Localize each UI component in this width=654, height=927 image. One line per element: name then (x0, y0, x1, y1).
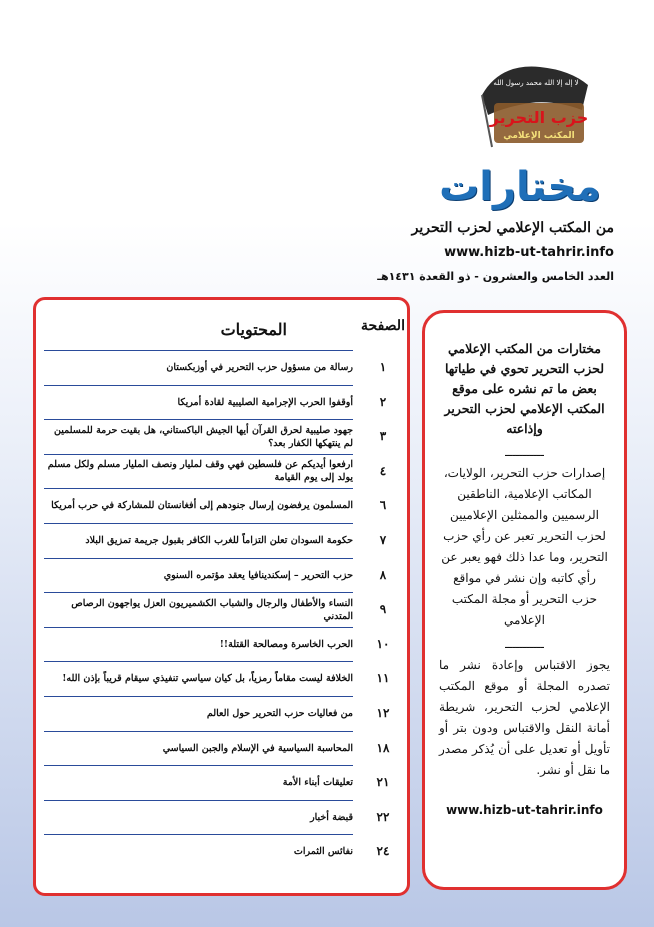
toc-row[interactable] (36, 765, 407, 799)
flag-text: لا إله إلا الله محمد رسول الله (493, 79, 579, 87)
quote-policy-text: يجوز الاقتباس وإعادة نشر ما تصدره المجلة أو موقع المكتب الإعلامي لحزب التحرير، شريطة أمانة النقل والاقتباس ودون بتر أو تأويل أو تعديل على أن يُذكر مصدر ما نقل أو نشر. (439, 658, 610, 777)
separator: ـــــــــــ (505, 445, 544, 459)
toc-item-title: حكومة السودان تعلن التزاماً للغرب الكافر بقبول جريمة تمزيق البلاد (44, 523, 353, 557)
issue-info: العدد الخامس والعشرون - ذو القعدة ١٤٣١هـ (377, 270, 614, 283)
toc-row[interactable] (36, 523, 407, 557)
footer-url[interactable]: www.hizb-ut-tahrir.info (446, 803, 603, 817)
toc-row[interactable] (36, 454, 407, 488)
toc-item-page: ٨ (379, 567, 387, 582)
contents-header (36, 308, 407, 348)
toc-item-page: ١٢ (376, 706, 390, 720)
toc-row[interactable] (36, 385, 407, 419)
toc-item-page: ٢ (379, 394, 387, 409)
toc-item-title: ارفعوا أيديكم عن فلسطين فهي وقف لمليار ونصف المليار مسلم ولكل مسلم يولد إلى يوم القيامة (44, 454, 353, 488)
toc-item-title: تعليقات أبناء الأمة (44, 765, 353, 799)
toc-row[interactable] (36, 488, 407, 522)
intro-text: مختارات من المكتب الإعلامي لحزب التحرير تحوي في طياتها بعض ما تم نشره على موقع المكتب الإعلامي لحزب التحرير وإذاعته (444, 341, 605, 436)
toc-item-title: الخلافة ليست مقاماً رمزياً، بل كيان سياسي تنفيذي سيقام قريباً بإذن الله! (44, 661, 353, 695)
toc-item-page: ١١ (376, 671, 390, 686)
toc-row[interactable] (36, 627, 407, 661)
toc-item-title: قبضة أخبار (44, 800, 353, 834)
toc-item-title: حزب التحرير – إسكندينافيا يعقد مؤتمره السنوي (44, 558, 353, 592)
website-url[interactable]: www.hizb-ut-tahrir.info (444, 245, 614, 260)
publisher-subtitle: من المكتب الإعلامي لحزب التحرير (411, 220, 614, 236)
toc-item-title: النساء والأطفال والرجال والشباب الكشميريون العزل يواجهون الرصاص المتدني (44, 592, 353, 626)
logo-title: حزب التحرير (489, 108, 589, 127)
toc-item-page: ٩ (379, 602, 387, 617)
toc-item-page: ١٠ (376, 636, 390, 651)
disclaimer-text: إصدارات حزب التحرير، الولايات، المكاتب الإعلامية، الناطقين الرسميين والممثلين الإعلاميين لحزب التحرير تعبر عن رأي حزب التحرير، وما عدا ذلك فهو يعبر عن رأي كاتبه وإن نشر في مواقع حزب التحرير أو مجلة المكتب الإعلامي (441, 466, 608, 627)
contents-panel (33, 297, 410, 896)
toc-item-page: ٣ (379, 429, 387, 444)
separator: ـــــــــــ (505, 637, 544, 651)
toc-item-page: ١٨ (376, 740, 390, 755)
toc-item-page: ٢١ (376, 775, 390, 790)
contents-title: المحتويات (220, 320, 287, 339)
page-column-header: الصفحة (361, 318, 405, 334)
toc-row[interactable] (36, 592, 407, 626)
toc-item-title: من فعاليات حزب التحرير حول العالم (44, 696, 353, 730)
logo-subtitle: المكتب الإعلامي (503, 131, 575, 141)
toc-item-title: جهود صليبية لحرق القرآن أيها الجيش الباكستاني، هل بقيت حرمة للمسلمين لم ينتهكها الكفار بعد؟ (44, 419, 353, 453)
toc-row[interactable] (36, 350, 407, 384)
info-panel (422, 310, 627, 890)
logo-image (470, 55, 600, 150)
toc-item-title: نفائس الثمرات (44, 834, 353, 868)
toc-row[interactable] (36, 419, 407, 453)
toc-item-title: الحرب الخاسرة ومصالحة القتلة!! (44, 627, 353, 661)
toc-item-page: ٢٢ (376, 809, 390, 824)
logo (470, 55, 600, 150)
toc-row[interactable] (36, 834, 407, 868)
toc-item-title: المحاسبة السياسية في الإسلام والجبن السياسي (44, 731, 353, 765)
toc-row[interactable] (36, 696, 407, 730)
toc-item-page: ٢٤ (376, 844, 390, 859)
toc-item-title: أوقفوا الحرب الإجرامية الصليبية لقادة أمريكا (44, 385, 353, 419)
toc-item-page: ٦ (379, 498, 387, 513)
brand-title: مختارات (439, 164, 601, 210)
toc-item-page: ٧ (379, 533, 387, 547)
toc-row[interactable] (36, 731, 407, 765)
toc-item-title: المسلمون يرفضون إرسال جنودهم إلى أفغانستان للمشاركة في حرب أمريكا (44, 488, 353, 522)
toc-row[interactable] (36, 661, 407, 695)
toc-item-page: ٤ (379, 463, 387, 478)
toc-item-title: رسالة من مسؤول حزب التحرير في أوزبكستان (44, 350, 353, 384)
toc-item-page: ١ (379, 360, 387, 374)
toc-row[interactable] (36, 558, 407, 592)
toc-row[interactable] (36, 800, 407, 834)
